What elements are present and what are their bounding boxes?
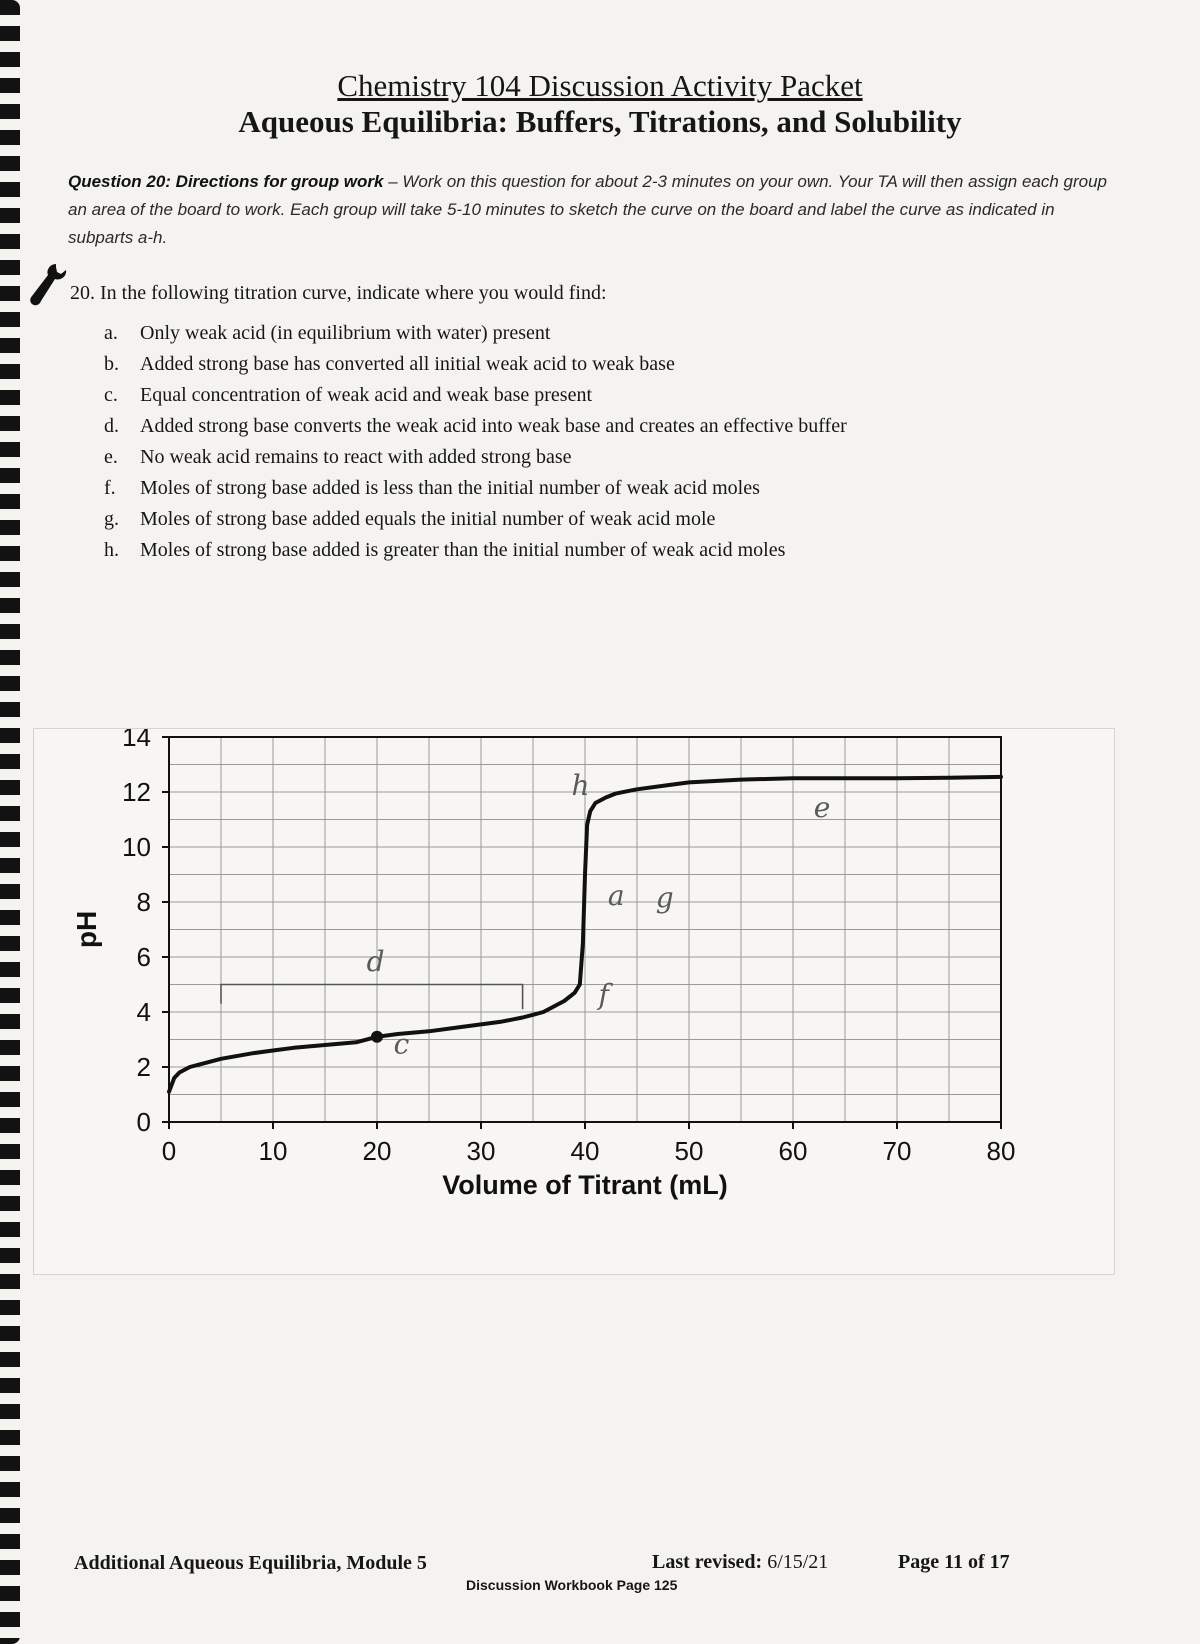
y-tick-label: 14 [122, 729, 151, 752]
footer-workbook-page: Discussion Workbook Page 125 [466, 1577, 678, 1593]
x-tick-label: 80 [986, 1136, 1016, 1166]
subparts-list [104, 322, 847, 570]
y-tick-label: 6 [136, 942, 151, 972]
subpart-text: Equal concentration of weak acid and weak base present [140, 384, 593, 406]
handwritten-label-f: f [598, 977, 609, 1011]
x-tick-label: 10 [258, 1136, 288, 1166]
chart-frame [33, 728, 1115, 1275]
x-tick-label: 0 [161, 1136, 177, 1166]
footer-module: Additional Aqueous Equilibria, Module 5 [74, 1552, 427, 1574]
subpart-text: Only weak acid (in equilibrium with water) present [140, 322, 551, 344]
footer-revised [652, 1551, 828, 1574]
subpart-letter: h. [104, 539, 119, 561]
x-tick-label: 20 [362, 1136, 392, 1166]
subpart-text: Added strong base converts the weak acid into weak base and creates an effective buffer [140, 415, 847, 437]
subpart-letter: f. [104, 477, 116, 499]
handwritten-bracket-d [221, 985, 523, 1010]
packet-subtitle: Aqueous Equilibria: Buffers, Titrations, and Solubility [238, 104, 962, 139]
subpart-letter: c. [104, 384, 118, 406]
handwritten-label-d: d [366, 944, 385, 978]
subpart-text: Added strong base has converted all initial weak acid to weak base [140, 353, 675, 375]
packet-title: Chemistry 104 Discussion Activity Packet [337, 68, 863, 103]
handwritten-label-h: h [571, 768, 590, 802]
subpart-letter: a. [104, 322, 118, 344]
handwritten-label-c: c [393, 1027, 410, 1061]
x-tick-label: 50 [674, 1136, 704, 1166]
x-tick-label: 60 [778, 1136, 808, 1166]
handwritten-label-a: a [607, 878, 625, 912]
subpart-letter: e. [104, 446, 118, 468]
handwritten-label-e: e [813, 790, 831, 824]
list-item [104, 508, 847, 539]
group-work-directions [68, 168, 1108, 252]
half-equivalence-point [371, 1031, 383, 1043]
list-item [104, 539, 847, 570]
subpart-text: Moles of strong base added is less than the initial number of weak acid moles [140, 477, 760, 499]
question-stem: 20. In the following titration curve, indicate where you would find: [70, 282, 607, 304]
spiral-binding [0, 0, 20, 1644]
subpart-text: Moles of strong base added is greater than the initial number of weak acid moles [140, 539, 786, 561]
handwritten-label-g: g [655, 881, 674, 915]
subpart-text: No weak acid remains to react with added strong base [140, 446, 572, 468]
directions-label: Question 20: Directions for group work [68, 172, 384, 191]
list-item [104, 446, 847, 477]
subpart-text: Moles of strong base added equals the initial number of weak acid mole [140, 508, 716, 530]
wrench-icon [26, 262, 70, 310]
directions-text: – Work on this question for about 2-3 minutes on your own. Your TA will then assign each group an area of the board to work. Each group will take 5-10 minutes to sketch the curve on the board and label the curve as indicated in subparts a-h. [68, 172, 1108, 247]
titration-curve-chart [34, 729, 1114, 1274]
y-tick-label: 0 [136, 1107, 151, 1137]
subpart-letter: g. [104, 508, 119, 530]
footer-page-number: Page 11 of 17 [898, 1551, 1010, 1573]
y-axis-label: pH [71, 910, 102, 949]
list-item [104, 384, 847, 415]
list-item [104, 353, 847, 384]
list-item [104, 477, 847, 508]
list-item [104, 415, 847, 446]
x-tick-label: 30 [466, 1136, 496, 1166]
revised-date: 6/15/21 [762, 1551, 829, 1573]
x-tick-label: 70 [882, 1136, 912, 1166]
y-tick-label: 2 [136, 1052, 151, 1082]
revised-label: Last revised: [652, 1551, 763, 1573]
x-tick-label: 40 [570, 1136, 600, 1166]
y-tick-label: 10 [122, 832, 151, 862]
subpart-letter: b. [104, 353, 119, 375]
y-tick-label: 12 [122, 777, 151, 807]
y-tick-label: 4 [136, 997, 151, 1027]
subpart-letter: d. [104, 415, 119, 437]
x-axis-label: Volume of Titrant (mL) [442, 1170, 728, 1200]
list-item [104, 322, 847, 353]
y-tick-label: 8 [136, 887, 151, 917]
